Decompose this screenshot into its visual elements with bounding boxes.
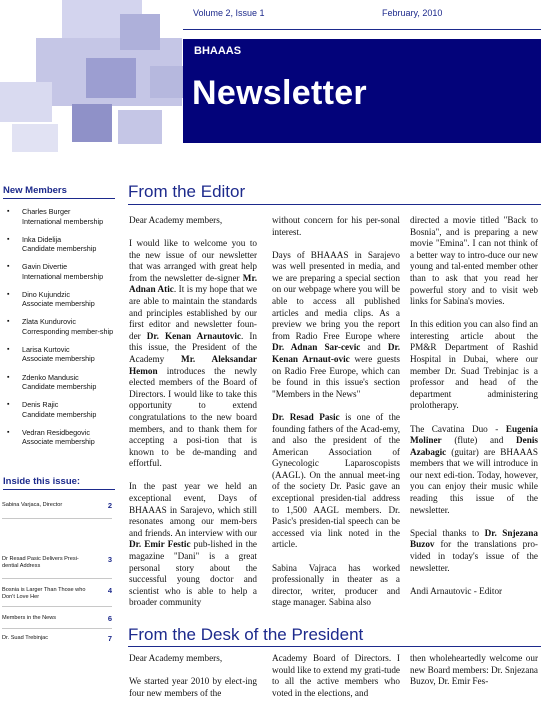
- paragraph: We started year 2010 by elect-ing four new members of the: [129, 676, 257, 698]
- member-name: Larisa Kurtovic: [22, 344, 70, 354]
- toc-divider: [2, 606, 112, 607]
- paragraph: Dr. Resad Pasic is one of the founding fathers of the Acad-emy, and also the president of the American Association of Gynecologic Laparoscopists (AAGL). On the annual meet-ing of the society Dr. Pasic gave an exceptional presiden-tial address to 1,500 AAGL members. Dr. Pasic's presiden-tial speech can be accessed via link noted in the article.: [272, 411, 400, 550]
- newsletter-title: Newsletter: [192, 74, 367, 112]
- member-name: Zlata Kundurovic: [22, 317, 76, 327]
- editor-rule: [128, 204, 541, 205]
- paragraph: I would like to welcome you to the new issue of our newsletter that was arranged with great help from the newsletter de-signer Mr. Adnan Atic. It is my hope that we are able to maintain the standards and principles established by our first editor and newsletter foun-der Dr. Kenan Arnautovic. In this issue, the President of the Academy Mr. Aleksandar Hemon introduces the newly elected members of the Board of Directors. I would like to take this opportunity to extend congratulations to the new board members, and to thank them for accepting a posi-tion that is known to be de-manding and effortful.: [129, 238, 258, 469]
- list-item: [6, 262, 121, 281]
- member-name: Gavin Divertie: [22, 262, 68, 272]
- paragraph: In the past year we held an exceptional event, Days of BHAAAS in Sarajevo, which still resonates among our mem-bers and friends. An interview with our Dr. Emir Festic pub-lished in the magazine "Dani" is a great personal story about the successful young doctor and scientist who is able to help a broader community: [129, 481, 257, 608]
- toc-divider: [2, 518, 112, 519]
- paragraph: Academy Board of Directors. I would like to extend my grati-tude to all the active members who voted in the elections, and: [272, 653, 400, 698]
- member-name: Vedran Residbegovic: [22, 427, 90, 437]
- bullet: ▪: [7, 290, 10, 298]
- new-members-rule: [3, 198, 115, 199]
- member-name: Denis Rajic: [22, 400, 59, 410]
- member-type: Associate membership: [22, 437, 95, 447]
- toc-entry[interactable]: [2, 615, 112, 622]
- paragraph: Sabina Vajraca has worked professionally in theater as a director, writer, producer and stage manager. Sabina also: [272, 562, 400, 608]
- paragraph: then wholeheartedly welcome our new Board members: Dr. Snjezana Buzov, Dr. Emir Fes-: [410, 653, 538, 687]
- bullet: ▪: [7, 235, 10, 243]
- member-name: Dino Kujundzic: [22, 289, 70, 299]
- masthead-mosaic: [0, 0, 183, 170]
- new-members-list: [6, 207, 121, 455]
- editor-column-3: [410, 215, 538, 609]
- list-item: [6, 428, 121, 447]
- toc-entry[interactable]: [2, 635, 112, 642]
- member-type: Associate membership: [22, 354, 95, 364]
- toc-divider: [2, 578, 112, 579]
- member-name: Zdenko Mandusic: [22, 372, 79, 382]
- paragraph: The Cavatina Duo - Eugenia Moliner (flute) and Denis Azabagic (guitar) are BHAAAS members that we will introduce in our next edi-tion. Today, however, you can enjoy their music while reading this issue of the newsletter.: [410, 423, 538, 515]
- toc-label: Bosnia is Larger Than Those who Don't Love Her: [2, 587, 86, 600]
- inside-issue-heading: Inside this issue:: [3, 476, 81, 487]
- member-type: Associate membership: [22, 299, 95, 309]
- list-item: [6, 207, 121, 226]
- toc-entry[interactable]: [2, 556, 112, 570]
- member-type: Candidate membership: [22, 244, 97, 254]
- president-heading: From the Desk of the President: [128, 625, 364, 644]
- masthead-rule: [183, 29, 541, 30]
- editor-column-1: [129, 215, 257, 621]
- member-type: International membership: [22, 271, 104, 281]
- list-item: [6, 373, 121, 392]
- list-item: [6, 400, 121, 419]
- president-column-1: [129, 653, 257, 711]
- paragraph: Dear Academy members,: [129, 215, 223, 225]
- toc-label: Sabina Varjaca, Director: [2, 502, 63, 508]
- toc-divider: [2, 628, 112, 629]
- bullet: ▪: [7, 373, 10, 381]
- inside-issue-rule: [3, 489, 115, 490]
- member-name: Inka Didelija: [22, 234, 62, 244]
- toc-page: 7: [107, 634, 112, 643]
- bullet: ▪: [7, 263, 10, 271]
- paragraph: without concern for his per-sonal interest.: [272, 215, 400, 237]
- toc-entry[interactable]: [2, 502, 112, 509]
- issue-number: Volume 2, Issue 1: [193, 8, 265, 18]
- president-rule: [128, 646, 541, 647]
- bullet: ▪: [7, 208, 10, 215]
- paragraph: In this edition you can also find an interesting article about the PM&R Department of Rashid Hospital in Dubai, where our member Dr. Suad Trebinjac is a professor and head of the department administering prolotherapy.: [410, 319, 538, 411]
- list-item: [6, 235, 121, 254]
- paragraph: Special thanks to Dr. Snjezana Buzov for the translations pro-vided in today's issue of the newsletter.: [410, 527, 538, 573]
- bullet: ▪: [7, 345, 10, 353]
- paragraph: directed a movie titled "Back to Bosnia", and is preparing a new movie "Emina". I can not think of a better way to intro-duce our new young and tal-ented member other than to ask that you read her powerful story and to visit web links for Sabina's movies.: [410, 215, 538, 307]
- paragraph: Days of BHAAAS in Sarajevo was well presented in media, and we are preparing a special section on our webpage where you will be able to access all published articles and media clips. As a preview we bring you the report from Radio Free Europe where Dr. Adnan Sar-cevic and Dr. Kenan Arnaut-ovic were guests on Radio Free Europe, which can be found in this issue's section "Members in the News": [272, 249, 400, 399]
- paragraph: Andi Arnautovic - Editor: [410, 585, 503, 596]
- toc-page: 6: [107, 614, 112, 623]
- list-item: [6, 345, 121, 364]
- toc-page: 4: [107, 586, 112, 595]
- org-name: BHAAAS: [194, 45, 242, 57]
- member-type: Candidate membership: [22, 382, 97, 392]
- member-type: International membership: [22, 216, 104, 226]
- new-members-heading: New Members: [3, 185, 67, 196]
- member-name: Charles Burger: [22, 207, 71, 216]
- toc-page: 3: [107, 555, 112, 564]
- toc-label: Dr. Suad Trebinjac: [2, 635, 49, 641]
- toc-label: Dr Resad Pasic Delivers Presi-dential Address: [2, 556, 79, 569]
- editor-column-2: [272, 215, 400, 620]
- president-column-3: [410, 653, 538, 699]
- issue-date: February, 2010: [382, 8, 443, 18]
- bullet: ▪: [7, 428, 10, 436]
- toc-label: Members in the News: [2, 615, 57, 621]
- list-item: [6, 290, 121, 309]
- president-column-2: [272, 653, 400, 711]
- member-type: Corresponding member-ship: [22, 326, 114, 336]
- bullet: ▪: [7, 401, 10, 409]
- editor-heading: From the Editor: [128, 182, 246, 201]
- list-item: [6, 317, 121, 336]
- toc-page: 2: [107, 501, 112, 510]
- bullet: ▪: [7, 318, 10, 326]
- toc-entry[interactable]: [2, 587, 112, 601]
- member-type: Candidate membership: [22, 409, 97, 419]
- paragraph: Dear Academy members,: [129, 653, 223, 663]
